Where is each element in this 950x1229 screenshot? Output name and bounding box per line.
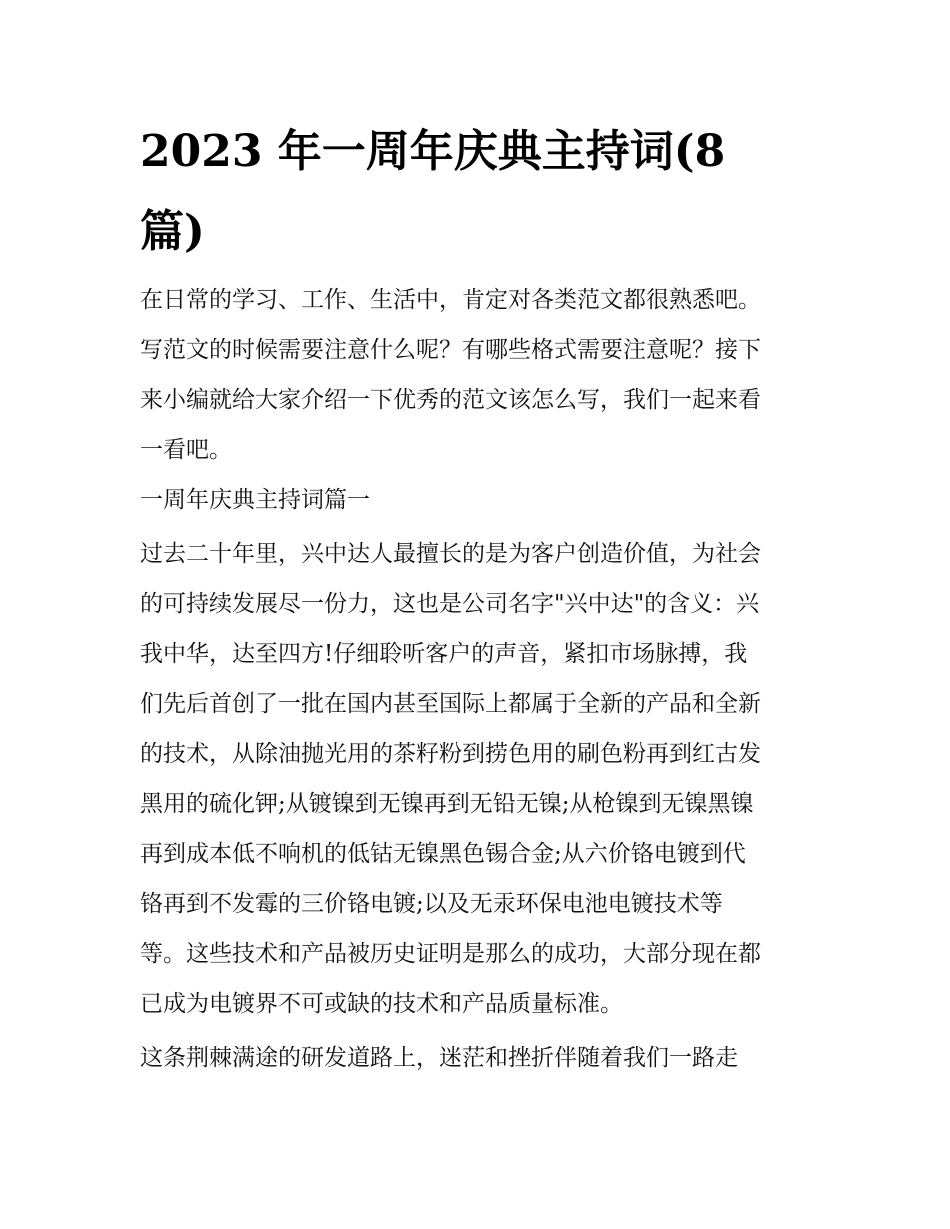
- intro-line-4: 一看吧。: [140, 437, 232, 463]
- body-line-5: 的技术，从除油抛光用的茶籽粉到捞色用的刷色粉再到红古发: [140, 741, 761, 767]
- body-line-4: 们先后首创了一批在国内甚至国际上都属于全新的产品和全新: [140, 691, 761, 717]
- body-line-3: 我中华，达至四方!仔细聆听客户的声音，紧扣市场脉搏，我: [140, 641, 748, 667]
- body-line-7: 再到成本低不响机的低钴无镍黑色锡合金;从六价铬电镀到代: [140, 841, 746, 867]
- title-line-1: 2023 年一周年庆典主持词(8: [140, 126, 726, 177]
- section-heading: 一周年庆典主持词篇一: [140, 487, 370, 513]
- intro-line-1: 在日常的学习、工作、生活中，肯定对各类范文都很熟悉吧。: [140, 287, 761, 313]
- body-line-2: 的可持续发展尽一份力，这也是公司名字"兴中达"的含义：兴: [140, 591, 760, 617]
- body-line-1: 过去二十年里，兴中达人最擅长的是为客户创造价值，为社会: [140, 541, 761, 567]
- body-line-6: 黑用的硫化钾;从镀镍到无镍再到无铅无镍;从枪镍到无镍黑镍: [140, 791, 754, 817]
- body-line-10: 已成为电镀界不可或缺的技术和产品质量标准。: [140, 991, 623, 1017]
- document-title: [140, 112, 820, 272]
- body-line-8: 铬再到不发霉的三价铬电镀;以及无汞环保电池电镀技术等: [140, 891, 723, 917]
- body-line-9: 等。这些技术和产品被历史证明是那么的成功，大部分现在都: [140, 941, 761, 967]
- title-line-2: 篇): [140, 206, 205, 257]
- intro-line-3: 来小编就给大家介绍一下优秀的范文该怎么写，我们一起来看: [140, 387, 761, 413]
- body-line-11: 这条荆棘满途的研发道路上，迷茫和挫折伴随着我们一路走: [140, 1045, 738, 1071]
- intro-line-2: 写范文的时候需要注意什么呢？有哪些格式需要注意呢？接下: [140, 337, 761, 363]
